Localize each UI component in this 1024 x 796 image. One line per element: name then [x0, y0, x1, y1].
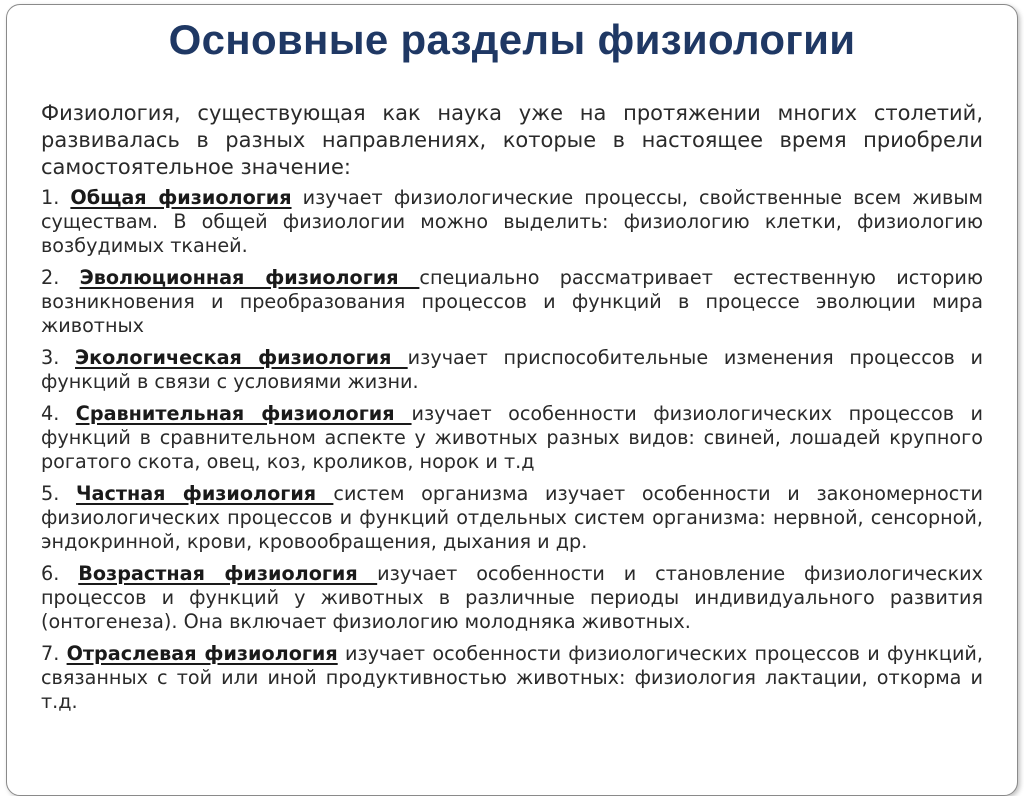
item-number: 6. [41, 562, 60, 585]
item-heading: Сравнительная физиология [75, 402, 412, 425]
item-number: 1. [41, 186, 60, 209]
item-text: изучает особенности физиологических процессов и функций, связанных с той или иной продуктивностью животных: физиология лактации, откорма и т.д. [41, 642, 983, 713]
item-heading: Отраслевая физиология [66, 642, 338, 665]
item-number: 5. [41, 482, 60, 505]
list-item [41, 482, 983, 554]
item-heading: Частная физиология [76, 482, 334, 505]
item-text: изучает физиологические процессы, свойственные всем живым существам. В общей физиологии можно выделить: физиологию клетки, физиологию возбудимых тканей. [41, 186, 983, 257]
item-heading: Эволюционная физиология [79, 266, 420, 289]
list-item [41, 346, 983, 394]
item-text: изучает особенности физиологических процессов и функций в сравнительном аспекте у животных разных видов: свиней, лошадей крупного рогатого скота, овец, коз, кроликов, норок и т.д [41, 402, 983, 473]
item-heading: Экологическая физиология [75, 346, 408, 369]
item-heading: Общая физиология [70, 186, 292, 209]
item-number: 3. [41, 346, 60, 369]
item-heading: Возрастная физиология [78, 562, 378, 585]
slide-content [41, 100, 983, 722]
list-item [41, 402, 983, 474]
list-item [41, 266, 983, 338]
item-text: изучает приспособительные изменения процессов и функций в связи с условиями жизни. [41, 346, 983, 393]
item-number: 2. [41, 266, 60, 289]
list-item [41, 186, 983, 258]
slide-title: Основные разделы физиологии [168, 16, 856, 63]
intro-paragraph: Физиология, существующая как наука уже на протяжении многих столетий, развивалась в разных направлениях, которые в настоящее время приобрели самостоятельное значение: [41, 101, 983, 179]
item-text: систем организма изучает особенности и закономерности физиологических процессов и функций отдельных систем организма: нервной, сенсорной, эндокринной, крови, кровообращения, дыхания и др. [41, 482, 983, 553]
item-number: 7. [41, 642, 60, 665]
item-number: 4. [41, 402, 60, 425]
item-text: специально рассматривает естественную историю возникновения и преобразования процессов и функций в процессе эволюции мира животных [41, 266, 983, 337]
item-text: изучает особенности и становление физиологических процессов и функций у животных в различные периоды индивидуального развития (онтогенеза). Она включает физиологию молодняка животных. [41, 562, 983, 633]
list-item [41, 562, 983, 634]
list-item [41, 642, 983, 714]
